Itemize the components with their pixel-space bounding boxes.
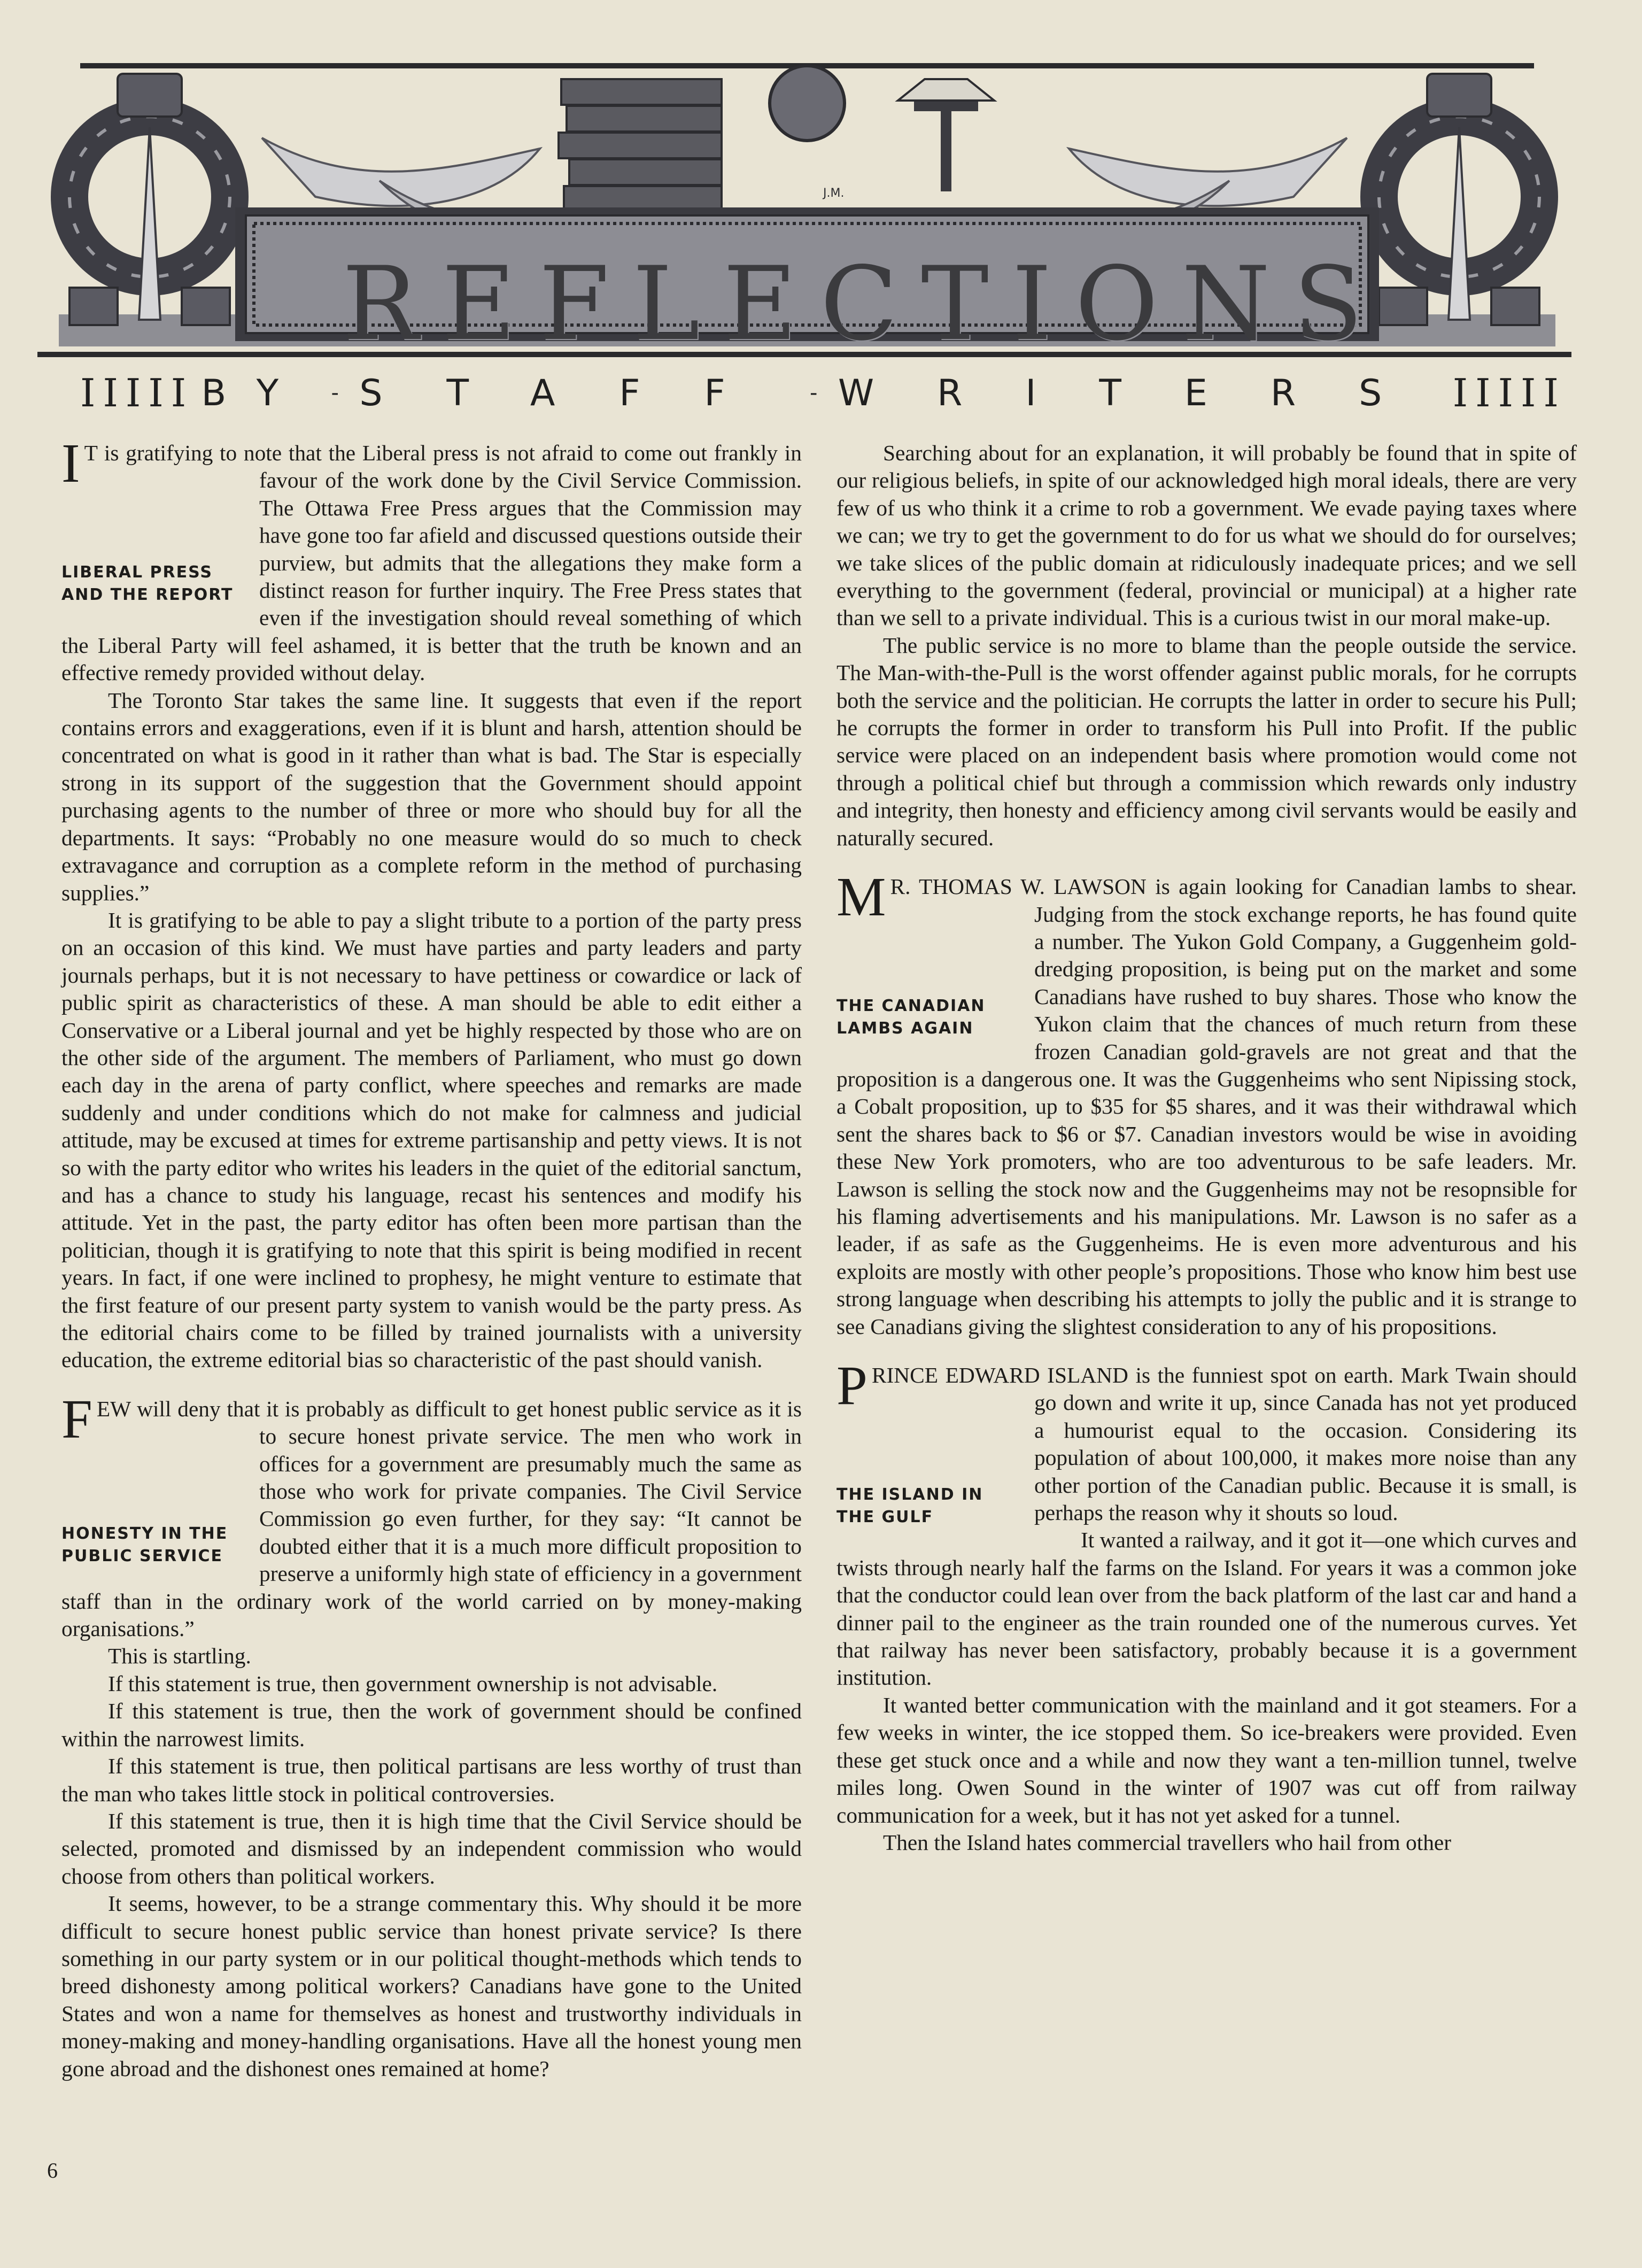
section-honesty-p1 (61, 1388, 802, 1643)
side-heading: THE ISLAND IN THE GULF (837, 1485, 983, 1526)
title-letter: L (632, 244, 700, 363)
paragraph: The public service is no more to blame than the people outside the service. The Man-with-the-Pull is the worst offender against public morals, for he corrupts both the service and the politician. He corrupts the latter in order to secure his Pull; he corrupts the former in order to transform his Pull into Profit. If the public service were placed on an independent basis where promotion would come not through a political chief but through a commission which rewards only industry and integrity, then honesty and efficiency among civil servants would be easily and naturally secured. (837, 632, 1577, 850)
byline-word: WRITERS (838, 372, 1445, 414)
banner-title (305, 223, 1400, 384)
paragraph-text: EW will deny that it is probably as difficult to get honest public service as it is to secure honest private service. The men who work in offices for a government are presumably much the same as those who work for private companies. The Civil Service Commission go even further, for they say: “It cannot be doubted either that it is a much more difficult proposition to preserve a uniformly high state of efficiency in a government staff than in the ordinary work of the world carried on by money-making organisations.” (61, 1396, 802, 1641)
paragraph: It wanted a railway, and it got it—one which curves and twists through nearly half the farms on the Island. For years it was a common joke that the conductor could lean over from the back platform of the last car and hand a dinner pail to the engineer as the train rounded one of the numerous curves. Yet that railway has never been satisfactory, probably because it is a government institution. (837, 1528, 1577, 1690)
byline-ornament-right: IIIII (1452, 371, 1566, 415)
section-liberal-press-p1 (61, 433, 802, 687)
monogram-text: J.M. (823, 187, 845, 200)
paragraph: This is startling. (107, 1644, 251, 1669)
paragraph: If this statement is true, then political partisans are less worthy of trust than the man who takes little stock in political controversies. (61, 1754, 802, 1806)
left-column (61, 433, 802, 2082)
byline-separator: - (809, 381, 818, 405)
title-letter: E (723, 244, 797, 363)
title-letter: C (820, 244, 898, 363)
byline (80, 369, 1566, 417)
paragraph: It is gratifying to be able to pay a slight tribute to a portion of the party press on an occasion of this kind. We must have parties and party leaders and party journals perhaps, but it is not necessary to have pettiness or cowardice or lack of public spirit as characteristics of these. A man should be able to edit either a Conservative or a Liberal journal and yet be highly respected by those who are on the other side of the argument. The members of Parliament, who must go down each day in the arena of party conflict, where speeches and remarks are made suddenly and under conditions which do not make for calmness and judicial attitude, may be excused at times for extreme partisanship and petty views. It is not so with the party editor who writes his leaders in the quiet of the editorial sanctum, and has a chance to study his language, recast his sentences and modify his attitude. Yet in the past, the party editor has often been more partisan than the politician, though it is gratifying to note that this spirit is being modified in recent years. In fact, if one were inclined to prophesy, he might venture to estimate that the first feature of our present party system to vanish would be the party press. As the editorial chairs come to be filled by trained journalists with a university education, the extreme editorial bias so characteristic of the past should vanish. (61, 907, 802, 1372)
byline-by (202, 372, 311, 414)
title-letter: E (442, 244, 516, 363)
side-heading: HONESTY IN THE PUBLIC SERVICE (61, 1524, 228, 1565)
paragraph: If this statement is true, then government ownership is not advisable. (107, 1671, 718, 1696)
paragraph: If this statement is true, then it is high time that the Civil Service should be selected, promoted and dismissed by an independent commission who would choose from others than political workers. (61, 1808, 802, 1888)
reflections-banner (37, 63, 1571, 362)
byline-staff (359, 372, 789, 414)
drop-cap: M (837, 866, 886, 928)
title-letter: I (1012, 244, 1052, 363)
drop-cap: I (61, 433, 80, 494)
byline-word: STAFF (359, 372, 789, 414)
title-letter: N (1181, 244, 1271, 363)
paragraph: It wanted better communication with the mainland and it got steamers. For a few weeks in winter, the ice stopped them. So ice-breakers were provided. Even these get stuck once and a while and now they want a ten-million tunnel, twelve miles long. Owen Sound in the winter of 1907 was cut off from railway communication for a week, but it has not yet asked for a tunnel. (837, 1692, 1577, 1827)
paragraph-text: T is gratifying to note that the Liberal press is not afraid to come out frankly in favour of the work done by the Civil Service Commission. The Ottawa Free Press argues that the Commission may have gone too far afield and discussed questions outside their purview, but admits that the allegations they make form a distinct reason for further inquiry. The Free Press states that even if the investigation should reveal something of which the Liberal Party will feel ashamed, it is better that the truth be known and an effective remedy provided without delay. (61, 441, 802, 685)
paragraph: If this statement is true, then the work of government should be confined within the narrowest limits. (61, 1699, 802, 1751)
side-heading: LIBERAL PRESS AND THE REPORT (61, 563, 234, 604)
paragraph-text: R. THOMAS W. LAWSON is again looking for Canadian lambs to shear. Judging from the stock exchange reports, he has found quite a number. The Yukon Gold Company, a Guggenheim gold-dredging proposition, is being put on the market and some Canadians have rushed to buy shares. Those who know the Yukon claim that the chances of much return from these frozen Canadian gold-gravels are not great and that the proposition is a dangerous one. It was the Guggenheims who sent Nipissing stock, a Cobalt proposition, up to $35 for $5 shares, and it was their withdrawal which sent the shares back to $6 or $7. Canadian investors would be wise in avoiding these New York promoters, who are too adventurous to be safe leaders. Mr. Lawson is selling the stock now and the Guggenheims may not be resopnsible for his flaming advertisements and his manipulations. Mr. Lawson is no safer as a leader, if as safe as the Guggenheims. He is even more adventurous and his exploits are mostly with other people’s propositions. Those who know him best use strong language when describing his attempts to jolly the public and it is strange to see Canadians giving the slightest consideration to any of his propositions. (837, 874, 1577, 1339)
title-letter: F (539, 244, 610, 363)
paragraph: Searching about for an explanation, it will probably be found that in spite of our religious beliefs, in spite of our acknowledged high moral ideals, there are very few of us who think it a crime to rob a government. We evade paying taxes where we can; we try to get the government to do for us what we should do for ourselves; we take slices of the public domain at ridiculously inadequate prices; and we sell everything to the government (federal, provincial or municipal) at a higher rate than we sell to a private individual. This is a curious twist in our moral make-up. (837, 441, 1577, 630)
paragraph: Then the Island hates commercial travellers who hail from other (882, 1830, 1452, 1855)
byline-ornament-left: IIIII (80, 371, 194, 415)
page-number: 6 (47, 2158, 58, 2182)
byline-separator: - (331, 381, 339, 405)
paragraph: It seems, however, to be a strange commentary this. Why should it be more difficult to secure honest public service than honest private service? Is there something in our party system or in our political thought-methods which tends to breed dishonesty among political workers? Canadians have gone to the United States and won a name for themselves as honest and trustworthy individuals in money-making and money-handling organisations. Have all the honest young men gone abroad and the dishonest ones remained at home? (61, 1891, 802, 2081)
paragraph-text: RINCE EDWARD ISLAND is the funniest spot on earth. Mark Twain should go down and write it up, since Canada has not yet produced a humourist equal to the occasion. Considering its population of about 100,000, it makes more noise than any other portion of the Canadian public. Because it is small, is perhaps the reason why it shouts so loud. (871, 1363, 1577, 1525)
right-column (837, 439, 1577, 1856)
section-lambs-p1 (837, 866, 1577, 1340)
title-letter: T (921, 244, 989, 363)
side-heading: THE CANADIAN LAMBS AGAIN (837, 997, 986, 1038)
drop-cap: F (61, 1388, 92, 1450)
section-island-p1 (837, 1355, 1577, 1526)
paragraph: The Toronto Star takes the same line. It suggests that even if the report contains errors and exaggerations, even if it is blunt and harsh, attention should be concentrated on what is good in it rather than what is bad. The Star is especially strong in its support of the suggestion that the Government should appoint purchasing agents to the number of three or more who should buy for all the departments. It says: “Probably no one measure would do so much to check extravagance and corruption as a complete reform in the method of purchasing supplies.” (61, 688, 802, 905)
drop-cap: P (837, 1355, 868, 1416)
title-letter: S (1293, 244, 1363, 363)
byline-writers (838, 372, 1445, 414)
byline-word: BY (201, 372, 311, 414)
title-letter: R (342, 244, 419, 363)
title-letter: O (1075, 244, 1159, 363)
